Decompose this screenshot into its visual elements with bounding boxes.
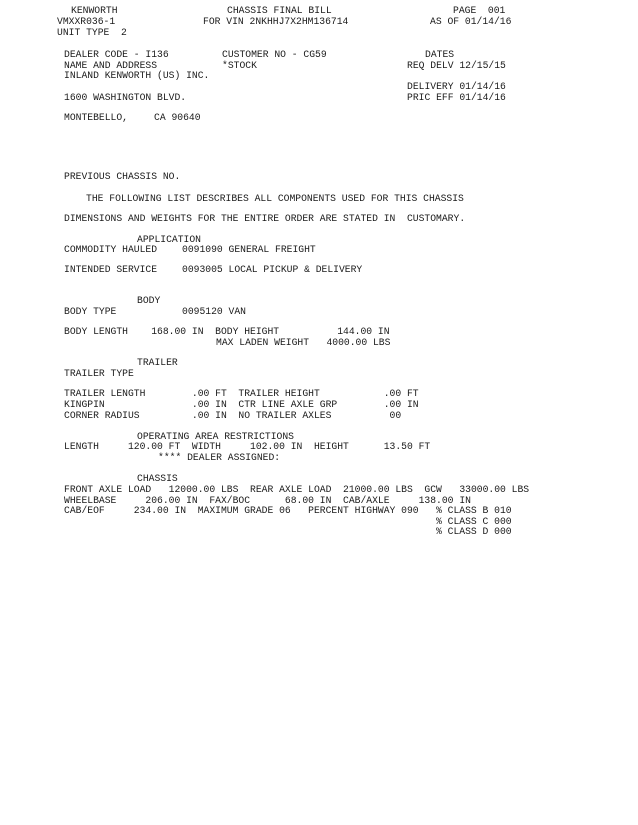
trailer-type-label: TRAILER TYPE bbox=[64, 368, 134, 379]
unit-type: UNIT TYPE 2 bbox=[57, 27, 127, 38]
page-number: PAGE 001 bbox=[453, 5, 506, 16]
document-title: CHASSIS FINAL BILL bbox=[227, 5, 332, 16]
body-type-value: 0095120 VAN bbox=[182, 306, 246, 317]
wheelbase-line: WHEELBASE 206.00 IN FAX/BOC 68.00 IN CAB/AXLE 138.00 IN bbox=[64, 495, 471, 506]
trailer-heading: TRAILER bbox=[137, 357, 178, 368]
as-of-date: AS OF 01/14/16 bbox=[430, 16, 512, 27]
commodity-hauled-value: 0091090 GENERAL FREIGHT bbox=[182, 244, 316, 255]
class-d-percent: % CLASS D 000 bbox=[436, 526, 512, 537]
chassis-heading: CHASSIS bbox=[137, 473, 178, 484]
delivery-date: DELIVERY 01/14/16 bbox=[407, 81, 506, 92]
class-c-percent: % CLASS C 000 bbox=[436, 516, 512, 527]
dealer-code: DEALER CODE - I136 bbox=[64, 49, 169, 60]
operating-dimensions-line: LENGTH 120.00 FT WIDTH 102.00 IN HEIGHT 13.50 FT bbox=[64, 441, 431, 452]
application-heading: APPLICATION bbox=[137, 234, 201, 245]
dealer-state-zip: CA 90640 bbox=[154, 112, 201, 123]
price-effective-date: PRIC EFF 01/14/16 bbox=[407, 92, 506, 103]
axle-load-line: FRONT AXLE LOAD 12000.00 LBS REAR AXLE LOAD 21000.00 LBS GCW 33000.00 LBS bbox=[64, 484, 530, 495]
corner-radius-line: CORNER RADIUS .00 IN NO TRAILER AXLES 00 bbox=[64, 410, 402, 421]
company-name: KENWORTH bbox=[71, 5, 118, 16]
intended-service-value: 0093005 LOCAL PICKUP & DELIVERY bbox=[182, 264, 363, 275]
operating-area-heading: OPERATING AREA RESTRICTIONS bbox=[137, 431, 294, 442]
dimensions-note: DIMENSIONS AND WEIGHTS FOR THE ENTIRE ORDER ARE STATED IN CUSTOMARY. bbox=[64, 213, 466, 224]
list-description: THE FOLLOWING LIST DESCRIBES ALL COMPONENTS USED FOR THIS CHASSIS bbox=[86, 193, 464, 204]
name-address-label: NAME AND ADDRESS bbox=[64, 60, 158, 71]
stock-label: *STOCK bbox=[222, 60, 257, 71]
max-laden-weight: MAX LADEN WEIGHT 4000.00 LBS bbox=[216, 337, 391, 348]
body-length-line: BODY LENGTH 168.00 IN BODY HEIGHT 144.00 IN bbox=[64, 326, 390, 337]
intended-service-label: INTENDED SERVICE bbox=[64, 264, 158, 275]
body-type-label: BODY TYPE bbox=[64, 306, 117, 317]
previous-chassis-label: PREVIOUS CHASSIS NO. bbox=[64, 171, 181, 182]
customer-number: CUSTOMER NO - CG59 bbox=[222, 49, 327, 60]
dealer-street: 1600 WASHINGTON BLVD. bbox=[64, 92, 187, 103]
body-heading: BODY bbox=[137, 295, 161, 306]
report-id: VMXXR036-1 bbox=[57, 16, 116, 27]
req-delv-date: REQ DELV 12/15/15 bbox=[407, 60, 506, 71]
commodity-hauled-label: COMMODITY HAULED bbox=[64, 244, 158, 255]
dealer-name: INLAND KENWORTH (US) INC. bbox=[64, 70, 210, 81]
kingpin-line: KINGPIN .00 IN CTR LINE AXLE GRP .00 IN bbox=[64, 399, 419, 410]
dealer-assigned-label: **** DEALER ASSIGNED: bbox=[158, 452, 281, 463]
dates-label: DATES bbox=[425, 49, 455, 60]
trailer-length-line: TRAILER LENGTH .00 FT TRAILER HEIGHT .00 FT bbox=[64, 388, 419, 399]
cab-eof-line: CAB/EOF 234.00 IN MAXIMUM GRADE 06 PERCENT HIGHWAY 090 bbox=[64, 505, 419, 516]
class-b-percent: % CLASS B 010 bbox=[436, 505, 512, 516]
dealer-city: MONTEBELLO, bbox=[64, 112, 128, 123]
vin-line: FOR VIN 2NKHHJ7X2HM136714 bbox=[203, 16, 349, 27]
